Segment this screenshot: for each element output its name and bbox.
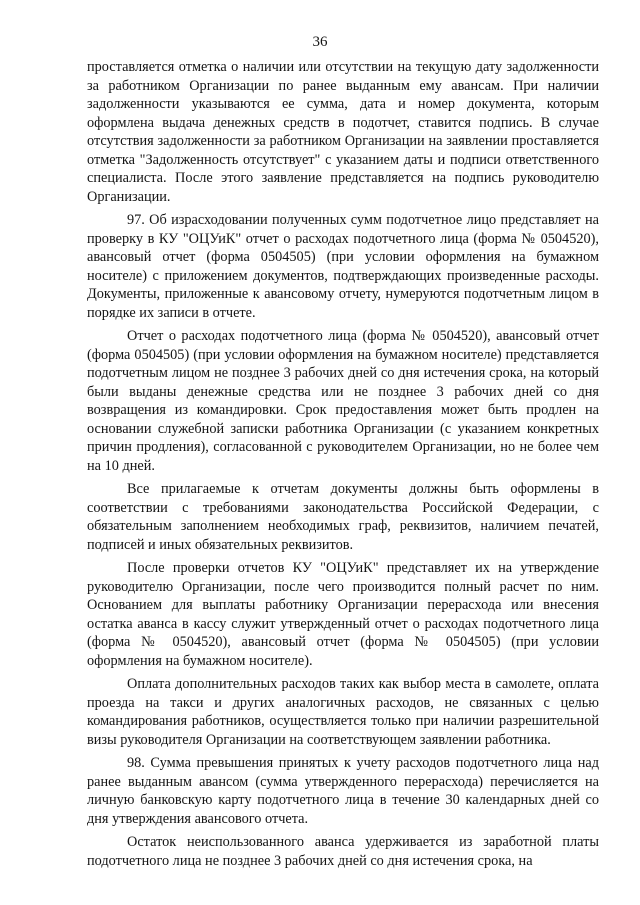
- page-number: 36: [312, 34, 328, 50]
- paragraph-additional-expenses: Оплата дополнительных расходов таких как выбор места в самолете, оплата проезда на такси и других аналогичных расходов, не связанных с целью командирования работников, осуществляется только при наличии разрешительной визы руководителя Организации на соответствующем заявлении работника.: [87, 676, 599, 748]
- paragraph-report-approval: После проверки отчетов КУ "ОЦУиК" представляет их на утверждение руководителю Организации, после чего производится полный расчет по ним. Основанием для выплаты работнику Организации перерасхода или внесения остатка аванса в кассу служит утвержденный отчет о расходах подотчетного лица (форма № 0504520), авансовый отчет (форма № 0504505) (при условии оформления на бумажном носителе).: [87, 560, 599, 669]
- paragraph-item-97: 97. Об израсходовании полученных сумм подотчетное лицо представляет на проверку в КУ "ОЦУиК" отчет о расходах подотчетного лица (форма № 0504520), авансовый отчет (форма 0504505) (при условии оформления на бумажном носителе) с приложением документов, подтверждающих произведенные расходы. Документы, приложенные к авансовому отчету, нумеруются подотчетным лицом в порядке их записи в отчете.: [87, 212, 599, 321]
- paragraph-report-deadline: Отчет о расходах подотчетного лица (форма № 0504520), авансовый отчет (форма 0504505) (при условии оформления на бумажном носителе) представляется подотчетным лицом не позднее 3 рабочих дней со дня истечения срока, на который были выданы денежные средства или не позднее 3 рабочих дней со дня возвращения из командировки. Срок предоставления может быть продлен на основании служебной записки работника Организации (с указанием конкретных причин продления), согласованной с руководителем Организации, но не более чем на 10 дней.: [87, 328, 599, 474]
- paragraph-unused-advance: Остаток неиспользованного аванса удерживается из заработной платы подотчетного лица не позднее 3 рабочих дней со дня истечения срока, на: [87, 834, 599, 869]
- paragraph-continuation: проставляется отметка о наличии или отсутствии на текущую дату задолженности за работником Организации по ранее выданным ему авансам. При наличии задолженности указываются ее сумма, дата и номер документа, которым оформлена выдача денежных средств в подотчет, ставится подпись. В случае отсутствия задолженности за работником Организации на заявлении проставляется отметка "Задолженность отсутствует" с указанием даты и подписи ответственного специалиста. После этого заявление представляется на подпись руководителю Организации.: [87, 59, 599, 205]
- paragraph-item-98: 98. Сумма превышения принятых к учету расходов подотчетного лица над ранее выданным авансом (сумма утвержденного перерасхода) перечисляется на личную банковскую карту подотчетного лица в течение 30 календарных дней со дня утверждения авансового отчета.: [87, 755, 599, 827]
- document-body: [87, 58, 599, 875]
- paragraph-documents-requirements: Все прилагаемые к отчетам документы должны быть оформлены в соответствии с требованиями законодательства Российской Федерации, с обязательным заполнением необходимых граф, реквизитов, наличием печатей, подписей и иных обязательных реквизитов.: [87, 481, 599, 553]
